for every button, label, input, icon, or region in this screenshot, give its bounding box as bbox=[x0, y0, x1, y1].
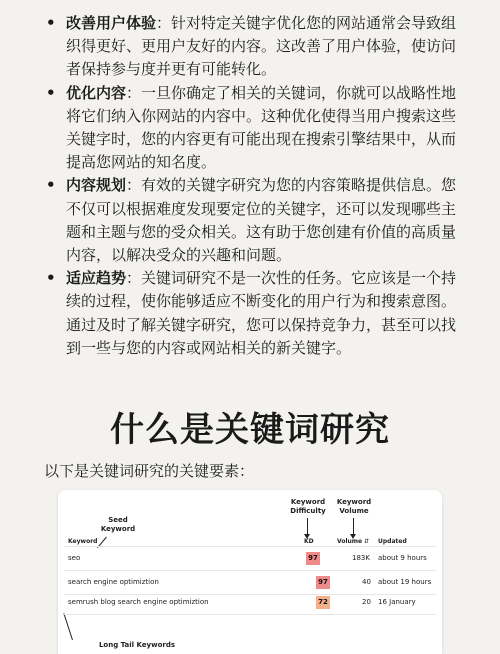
volume-cell: 183K bbox=[352, 554, 370, 562]
volume-cell: 20 bbox=[362, 598, 371, 606]
keyword-cell[interactable]: semrush blog search engine optimiztion bbox=[68, 598, 209, 606]
bullet-text: ：针对特定关键字优化您的网站通常会导致组织得更好、更用户友好的内容。这改善了用户体验，使访问者保持参与度并更有可能转化。 bbox=[66, 14, 457, 79]
column-header-updated: Updated bbox=[378, 538, 407, 545]
keyword-difficulty-annotation: Keyword Difficulty bbox=[290, 498, 326, 515]
table-row[interactable] bbox=[66, 554, 434, 568]
keyword-cell[interactable]: search engine optimiztion bbox=[68, 578, 159, 586]
updated-cell: about 9 hours bbox=[378, 554, 427, 562]
section-heading: 什么是关键词研究 bbox=[110, 410, 390, 450]
bullet-dot: • bbox=[46, 176, 56, 195]
bullet-dot: • bbox=[46, 83, 56, 102]
row-divider bbox=[64, 594, 436, 595]
bullet-dot: • bbox=[46, 269, 56, 288]
volume-cell: 40 bbox=[362, 578, 371, 586]
long-tail-annotation: Long Tail Keywords bbox=[98, 641, 176, 649]
bullet-title: 改善用户体验 bbox=[66, 14, 157, 32]
row-divider bbox=[64, 570, 436, 571]
kd-badge: 72 bbox=[316, 596, 330, 609]
bullet-title: 适应趋势 bbox=[66, 269, 127, 288]
keyword-table-card bbox=[58, 490, 442, 654]
row-divider bbox=[64, 614, 436, 615]
keyword-cell[interactable]: seo bbox=[68, 554, 81, 562]
bullet-text: ：关键词研究不是一次性的任务。它应该是一个持续的过程，使你能够适应不断变化的用户行为和搜索意图。通过及时了解关键字研究，您可以保持竞争力，甚至可以找到一些与您的内容或网站相关的新关键字。 bbox=[66, 269, 457, 357]
column-header-kd: KD bbox=[304, 538, 314, 545]
kd-badge: 97 bbox=[306, 552, 320, 565]
header-divider bbox=[64, 546, 436, 547]
updated-cell: 16 January bbox=[378, 598, 416, 606]
kd-badge: 97 bbox=[316, 576, 330, 589]
bullet-title: 内容规划 bbox=[66, 176, 127, 195]
seed-keyword-annotation: Seed Keyword bbox=[100, 516, 136, 533]
long-tail-arrow bbox=[63, 613, 73, 640]
column-header-keyword: Keyword bbox=[68, 538, 98, 545]
bullet-title: 优化内容 bbox=[66, 83, 127, 102]
bullet-dot: • bbox=[46, 14, 56, 32]
list-item bbox=[44, 267, 464, 360]
bullet-text: ：一旦你确定了相关的关键词，你就可以战略性地将它们纳入你网站的内容中。这种优化使得当用户搜索这些关键字时，您的内容更有可能出现在搜索引擎结果中，从而提高您网站的知名度。 bbox=[66, 83, 457, 172]
table-row[interactable] bbox=[66, 598, 434, 612]
updated-cell: about 19 hours bbox=[378, 578, 432, 586]
section-intro: 以下是关键词研究的关键要素： bbox=[44, 462, 255, 480]
list-item bbox=[44, 12, 464, 82]
list-item bbox=[44, 82, 464, 175]
benefits-list bbox=[44, 12, 464, 360]
column-header-volume: Volume bbox=[337, 538, 363, 545]
list-item bbox=[44, 174, 464, 267]
keyword-volume-annotation: Keyword Volume bbox=[336, 498, 372, 515]
table-row[interactable] bbox=[66, 578, 434, 592]
sort-icon[interactable]: ⇵ bbox=[364, 538, 370, 545]
bullet-text: ：有效的关键字研究为您的内容策略提供信息。您不仅可以根据难度发现要定位的关键字，还可以发现哪些主题和主题与您的受众相关。这有助于您创建有价值的高质量内容，以解决受众的兴趣和问题。 bbox=[66, 176, 457, 265]
